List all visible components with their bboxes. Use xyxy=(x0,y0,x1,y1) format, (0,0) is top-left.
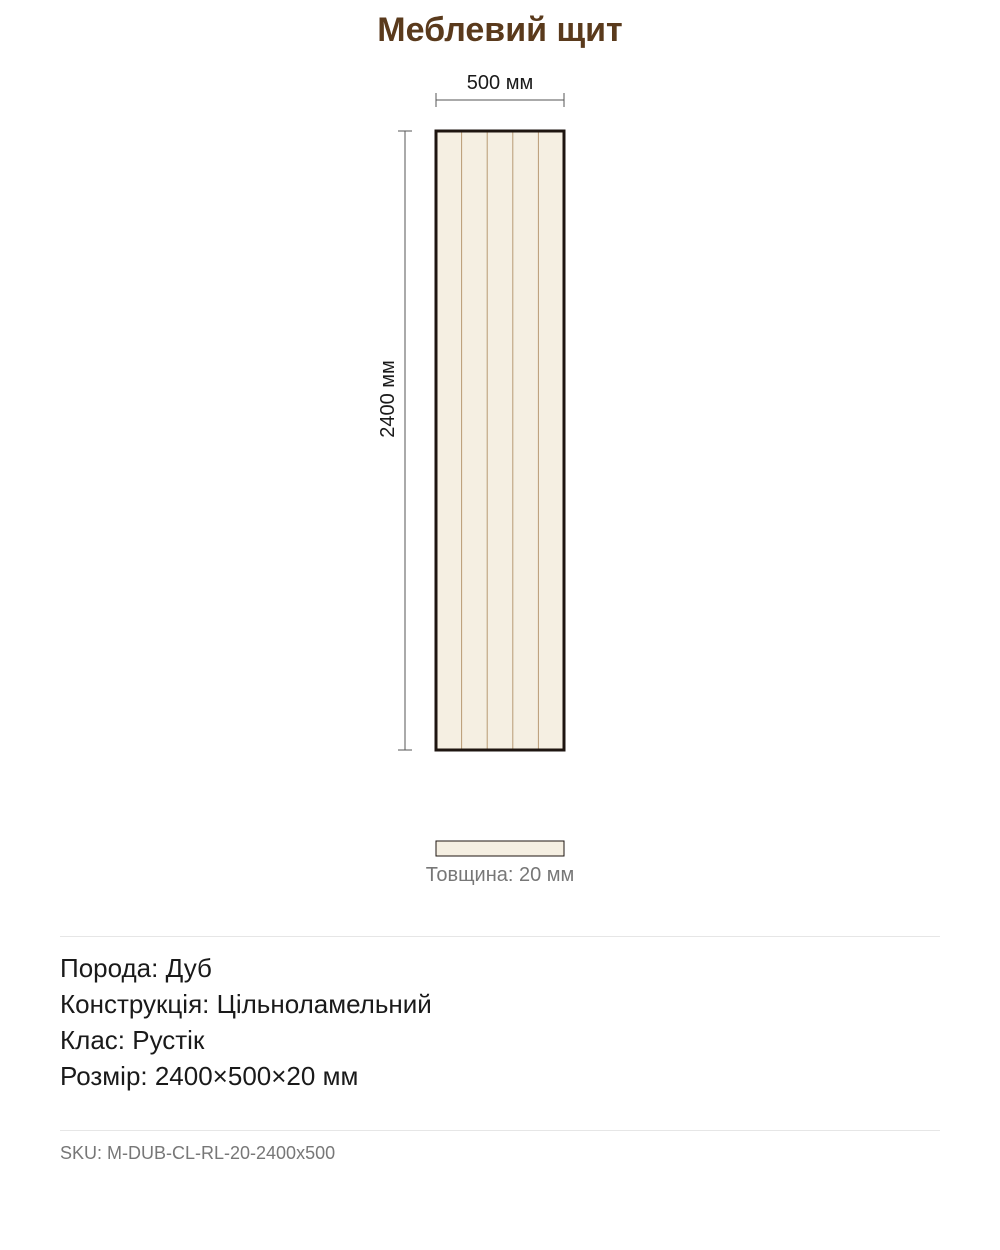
spec-species: Порода: Дуб xyxy=(60,953,212,983)
panel-edge-view xyxy=(436,841,564,856)
panel-outline xyxy=(436,131,564,750)
sku-label: SKU: M-DUB-CL-RL-20-2400x500 xyxy=(60,1143,336,1163)
page-title: Меблевий щит xyxy=(377,11,623,49)
divider xyxy=(60,1130,940,1131)
spec-construction: Конструкція: Цільноламельний xyxy=(60,989,432,1019)
thickness-label: Товщина: 20 мм xyxy=(425,864,575,886)
width-label: 500 мм xyxy=(466,72,534,94)
divider xyxy=(60,936,940,937)
height-label: 2400 мм xyxy=(377,360,399,438)
specs-list xyxy=(60,950,940,1094)
spec-grade: Клас: Рустік xyxy=(60,1025,205,1055)
panel-front-view xyxy=(436,131,564,750)
spec-size: Розмір: 2400×500×20 мм xyxy=(60,1061,359,1091)
